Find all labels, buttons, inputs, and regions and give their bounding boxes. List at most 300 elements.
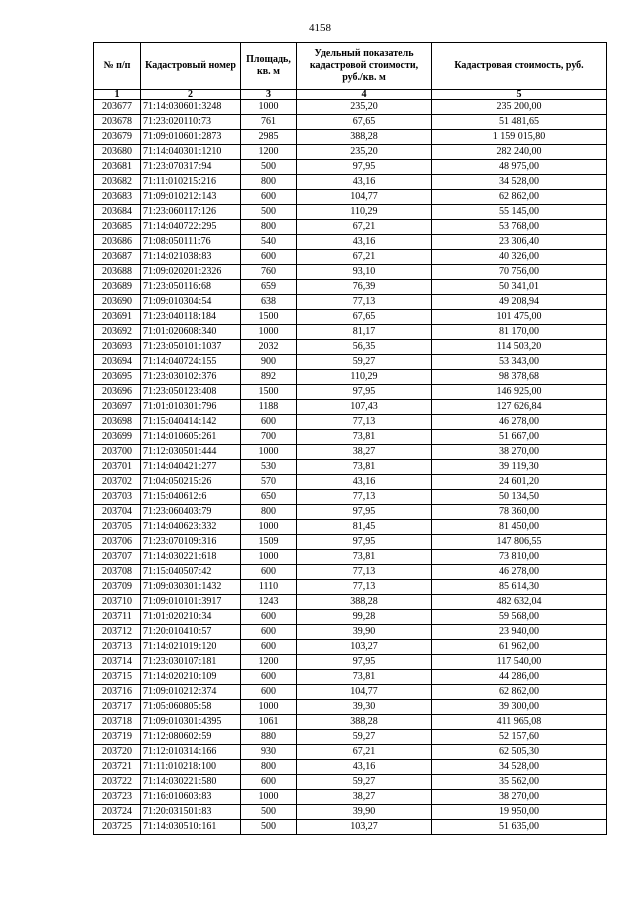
page-number: 4158 [309, 22, 331, 34]
table-row [94, 445, 607, 460]
cadastral-value-cell: 62 505,30 [432, 745, 607, 760]
unit-value-cell: 73,81 [297, 430, 432, 445]
table-row [94, 145, 607, 160]
unit-value-cell: 59,27 [297, 355, 432, 370]
cadastral-number-cell: 71:08:050111:76 [141, 235, 241, 250]
table-row [94, 715, 607, 730]
row-number-cell: 203702 [94, 475, 141, 490]
unit-value-cell: 77,13 [297, 415, 432, 430]
cadastral-value-cell: 411 965,08 [432, 715, 607, 730]
area-cell: 1243 [241, 595, 297, 610]
cadastral-number-cell: 71:09:010304:54 [141, 295, 241, 310]
row-number-cell: 203707 [94, 550, 141, 565]
cadastral-number-cell: 71:12:080602:59 [141, 730, 241, 745]
cadastral-number-cell: 71:23:070317:94 [141, 160, 241, 175]
row-number-cell: 203691 [94, 310, 141, 325]
table-row [94, 610, 607, 625]
area-cell: 600 [241, 565, 297, 580]
area-cell: 760 [241, 265, 297, 280]
unit-value-cell: 67,65 [297, 310, 432, 325]
table-row [94, 460, 607, 475]
cadastral-value-cell: 53 768,00 [432, 220, 607, 235]
unit-value-cell: 97,95 [297, 385, 432, 400]
table-row [94, 370, 607, 385]
row-number-cell: 203696 [94, 385, 141, 400]
unit-value-cell: 93,10 [297, 265, 432, 280]
unit-value-cell: 39,90 [297, 805, 432, 820]
row-number-cell: 203699 [94, 430, 141, 445]
area-cell: 800 [241, 175, 297, 190]
cadastral-value-cell: 146 925,00 [432, 385, 607, 400]
header-cell: Кадастровый номер [141, 43, 241, 90]
cadastral-number-cell: 71:09:030301:1432 [141, 580, 241, 595]
column-number-cell: 2 [141, 90, 241, 100]
table-row [94, 775, 607, 790]
cadastral-number-cell: 71:04:050215:26 [141, 475, 241, 490]
table-row [94, 400, 607, 415]
table-row [94, 640, 607, 655]
area-cell: 600 [241, 640, 297, 655]
table-row [94, 595, 607, 610]
cadastral-value-cell: 44 286,00 [432, 670, 607, 685]
area-cell: 659 [241, 280, 297, 295]
area-cell: 600 [241, 625, 297, 640]
unit-value-cell: 39,90 [297, 625, 432, 640]
area-cell: 530 [241, 460, 297, 475]
unit-value-cell: 388,28 [297, 715, 432, 730]
row-number-cell: 203700 [94, 445, 141, 460]
cadastral-number-cell: 71:01:020210:34 [141, 610, 241, 625]
cadastral-number-cell: 71:14:030601:3248 [141, 100, 241, 115]
cadastral-number-cell: 71:09:020201:2326 [141, 265, 241, 280]
table-row [94, 340, 607, 355]
unit-value-cell: 81,17 [297, 325, 432, 340]
table-row [94, 805, 607, 820]
area-cell: 638 [241, 295, 297, 310]
row-number-cell: 203708 [94, 565, 141, 580]
cadastral-number-cell: 71:14:030221:580 [141, 775, 241, 790]
cadastral-number-cell: 71:11:010218:100 [141, 760, 241, 775]
table-row [94, 355, 607, 370]
cadastral-number-cell: 71:23:050116:68 [141, 280, 241, 295]
cadastral-number-cell: 71:23:030107:181 [141, 655, 241, 670]
area-cell: 800 [241, 505, 297, 520]
cadastral-value-cell: 62 862,00 [432, 685, 607, 700]
column-number-cell: 5 [432, 90, 607, 100]
area-cell: 500 [241, 820, 297, 835]
unit-value-cell: 110,29 [297, 370, 432, 385]
area-cell: 600 [241, 685, 297, 700]
unit-value-cell: 67,21 [297, 745, 432, 760]
row-number-cell: 203689 [94, 280, 141, 295]
area-cell: 500 [241, 205, 297, 220]
unit-value-cell: 235,20 [297, 100, 432, 115]
unit-value-cell: 73,81 [297, 670, 432, 685]
cadastral-number-cell: 71:23:060117:126 [141, 205, 241, 220]
cadastral-value-cell: 52 157,60 [432, 730, 607, 745]
unit-value-cell: 110,29 [297, 205, 432, 220]
table-row [94, 325, 607, 340]
cadastral-value-cell: 35 562,00 [432, 775, 607, 790]
unit-value-cell: 97,95 [297, 160, 432, 175]
table-row [94, 520, 607, 535]
unit-value-cell: 104,77 [297, 685, 432, 700]
area-cell: 892 [241, 370, 297, 385]
row-number-cell: 203680 [94, 145, 141, 160]
cadastral-value-cell: 81 170,00 [432, 325, 607, 340]
table-row [94, 115, 607, 130]
cadastral-value-cell: 39 300,00 [432, 700, 607, 715]
cadastral-value-cell: 23 940,00 [432, 625, 607, 640]
area-cell: 1000 [241, 550, 297, 565]
table-row [94, 280, 607, 295]
row-number-cell: 203723 [94, 790, 141, 805]
area-cell: 500 [241, 160, 297, 175]
table-row [94, 385, 607, 400]
row-number-cell: 203715 [94, 670, 141, 685]
area-cell: 1500 [241, 385, 297, 400]
header-cell: Кадастровая стоимость, руб. [432, 43, 607, 90]
area-cell: 1000 [241, 700, 297, 715]
area-cell: 600 [241, 190, 297, 205]
unit-value-cell: 77,13 [297, 580, 432, 595]
cadastral-value-cell: 282 240,00 [432, 145, 607, 160]
cadastral-number-cell: 71:23:050101:1037 [141, 340, 241, 355]
cadastral-value-cell: 49 208,94 [432, 295, 607, 310]
row-number-cell: 203697 [94, 400, 141, 415]
area-cell: 600 [241, 415, 297, 430]
row-number-cell: 203714 [94, 655, 141, 670]
cadastral-value-cell: 235 200,00 [432, 100, 607, 115]
table-row [94, 760, 607, 775]
cadastral-value-cell: 46 278,00 [432, 565, 607, 580]
area-cell: 1000 [241, 445, 297, 460]
row-number-cell: 203681 [94, 160, 141, 175]
cadastral-number-cell: 71:23:020110:73 [141, 115, 241, 130]
cadastral-value-cell: 51 635,00 [432, 820, 607, 835]
table-row [94, 790, 607, 805]
cadastral-number-cell: 71:14:021038:83 [141, 250, 241, 265]
row-number-cell: 203716 [94, 685, 141, 700]
row-number-cell: 203701 [94, 460, 141, 475]
area-cell: 1200 [241, 655, 297, 670]
row-number-cell: 203709 [94, 580, 141, 595]
area-cell: 800 [241, 220, 297, 235]
cadastral-number-cell: 71:09:010601:2873 [141, 130, 241, 145]
column-number-cell: 4 [297, 90, 432, 100]
area-cell: 650 [241, 490, 297, 505]
table-row [94, 625, 607, 640]
table-row [94, 160, 607, 175]
table-row [94, 655, 607, 670]
table-row [94, 565, 607, 580]
cadastral-number-cell: 71:11:010215:216 [141, 175, 241, 190]
cadastral-number-cell: 71:09:010101:3917 [141, 595, 241, 610]
row-number-cell: 203683 [94, 190, 141, 205]
row-number-cell: 203718 [94, 715, 141, 730]
unit-value-cell: 107,43 [297, 400, 432, 415]
cadastral-value-cell: 127 626,84 [432, 400, 607, 415]
area-cell: 600 [241, 775, 297, 790]
cadastral-number-cell: 71:15:040507:42 [141, 565, 241, 580]
area-cell: 540 [241, 235, 297, 250]
unit-value-cell: 67,65 [297, 115, 432, 130]
area-cell: 700 [241, 430, 297, 445]
area-cell: 1000 [241, 100, 297, 115]
table-row [94, 100, 607, 115]
cadastral-value-table [93, 42, 607, 835]
cadastral-value-cell: 23 306,40 [432, 235, 607, 250]
table-row [94, 700, 607, 715]
unit-value-cell: 39,30 [297, 700, 432, 715]
row-number-cell: 203688 [94, 265, 141, 280]
table-row [94, 745, 607, 760]
table-row [94, 190, 607, 205]
area-cell: 1000 [241, 520, 297, 535]
unit-value-cell: 43,16 [297, 760, 432, 775]
cadastral-value-cell: 81 450,00 [432, 520, 607, 535]
table-row [94, 535, 607, 550]
unit-value-cell: 97,95 [297, 655, 432, 670]
cadastral-number-cell: 71:14:040421:277 [141, 460, 241, 475]
cadastral-number-cell: 71:14:030221:618 [141, 550, 241, 565]
cadastral-number-cell: 71:09:010301:4395 [141, 715, 241, 730]
area-cell: 800 [241, 760, 297, 775]
table-row [94, 175, 607, 190]
cadastral-number-cell: 71:05:060805:58 [141, 700, 241, 715]
row-number-cell: 203679 [94, 130, 141, 145]
column-number-cell: 3 [241, 90, 297, 100]
table-row [94, 205, 607, 220]
table-row [94, 265, 607, 280]
row-number-cell: 203717 [94, 700, 141, 715]
table-row [94, 415, 607, 430]
cadastral-value-cell: 98 378,68 [432, 370, 607, 385]
cadastral-value-cell: 51 481,65 [432, 115, 607, 130]
row-number-cell: 203725 [94, 820, 141, 835]
area-cell: 600 [241, 250, 297, 265]
cadastral-value-cell: 114 503,20 [432, 340, 607, 355]
unit-value-cell: 97,95 [297, 505, 432, 520]
cadastral-number-cell: 71:14:040301:1210 [141, 145, 241, 160]
row-number-cell: 203720 [94, 745, 141, 760]
cadastral-value-cell: 482 632,04 [432, 595, 607, 610]
cadastral-number-cell: 71:14:030510:161 [141, 820, 241, 835]
unit-value-cell: 43,16 [297, 175, 432, 190]
cadastral-number-cell: 71:23:040118:184 [141, 310, 241, 325]
area-cell: 1061 [241, 715, 297, 730]
unit-value-cell: 67,21 [297, 250, 432, 265]
area-cell: 1500 [241, 310, 297, 325]
cadastral-value-cell: 38 270,00 [432, 790, 607, 805]
cadastral-number-cell: 71:09:010212:143 [141, 190, 241, 205]
cadastral-value-cell: 48 975,00 [432, 160, 607, 175]
cadastral-number-cell: 71:01:010301:796 [141, 400, 241, 415]
unit-value-cell: 73,81 [297, 460, 432, 475]
column-number-row [94, 90, 607, 100]
unit-value-cell: 59,27 [297, 775, 432, 790]
cadastral-number-cell: 71:16:010603:83 [141, 790, 241, 805]
cadastral-number-cell: 71:23:050123:408 [141, 385, 241, 400]
unit-value-cell: 77,13 [297, 490, 432, 505]
unit-value-cell: 77,13 [297, 565, 432, 580]
cadastral-value-cell: 24 601,20 [432, 475, 607, 490]
area-cell: 1000 [241, 790, 297, 805]
cadastral-value-cell: 38 270,00 [432, 445, 607, 460]
cadastral-value-cell: 46 278,00 [432, 415, 607, 430]
cadastral-number-cell: 71:15:040612:6 [141, 490, 241, 505]
area-cell: 1200 [241, 145, 297, 160]
table-row [94, 475, 607, 490]
area-cell: 930 [241, 745, 297, 760]
table-body [94, 100, 607, 835]
unit-value-cell: 388,28 [297, 595, 432, 610]
unit-value-cell: 235,20 [297, 145, 432, 160]
table-row [94, 430, 607, 445]
row-number-cell: 203722 [94, 775, 141, 790]
area-cell: 1000 [241, 325, 297, 340]
row-number-cell: 203705 [94, 520, 141, 535]
cadastral-value-cell: 53 343,00 [432, 355, 607, 370]
area-cell: 600 [241, 610, 297, 625]
cadastral-value-cell: 101 475,00 [432, 310, 607, 325]
unit-value-cell: 38,27 [297, 790, 432, 805]
cadastral-value-cell: 34 528,00 [432, 175, 607, 190]
cadastral-number-cell: 71:23:030102:376 [141, 370, 241, 385]
cadastral-number-cell: 71:23:070109:316 [141, 535, 241, 550]
table-row [94, 580, 607, 595]
table-row [94, 490, 607, 505]
cadastral-value-cell: 40 326,00 [432, 250, 607, 265]
area-cell: 1509 [241, 535, 297, 550]
area-cell: 880 [241, 730, 297, 745]
unit-value-cell: 103,27 [297, 820, 432, 835]
table-row [94, 670, 607, 685]
cadastral-value-cell: 73 810,00 [432, 550, 607, 565]
unit-value-cell: 76,39 [297, 280, 432, 295]
table-row [94, 310, 607, 325]
row-number-cell: 203703 [94, 490, 141, 505]
cadastral-number-cell: 71:14:010605:261 [141, 430, 241, 445]
cadastral-number-cell: 71:23:060403:79 [141, 505, 241, 520]
cadastral-value-cell: 117 540,00 [432, 655, 607, 670]
cadastral-number-cell: 71:15:040414:142 [141, 415, 241, 430]
unit-value-cell: 81,45 [297, 520, 432, 535]
row-number-cell: 203721 [94, 760, 141, 775]
table-row [94, 505, 607, 520]
unit-value-cell: 38,27 [297, 445, 432, 460]
header-cell: Удельный показатель кадастровой стоимости, руб./кв. м [297, 43, 432, 90]
area-cell: 2032 [241, 340, 297, 355]
header-cell: № п/п [94, 43, 141, 90]
unit-value-cell: 388,28 [297, 130, 432, 145]
cadastral-value-cell: 85 614,30 [432, 580, 607, 595]
table-row [94, 130, 607, 145]
table-row [94, 820, 607, 835]
row-number-cell: 203695 [94, 370, 141, 385]
cadastral-number-cell: 71:14:020210:109 [141, 670, 241, 685]
unit-value-cell: 43,16 [297, 235, 432, 250]
cadastral-value-cell: 147 806,55 [432, 535, 607, 550]
row-number-cell: 203712 [94, 625, 141, 640]
cadastral-value-cell: 70 756,00 [432, 265, 607, 280]
cadastral-number-cell: 71:01:020608:340 [141, 325, 241, 340]
area-cell: 500 [241, 805, 297, 820]
table-row [94, 220, 607, 235]
unit-value-cell: 97,95 [297, 535, 432, 550]
cadastral-value-cell: 39 119,30 [432, 460, 607, 475]
column-number-cell: 1 [94, 90, 141, 100]
unit-value-cell: 59,27 [297, 730, 432, 745]
row-number-cell: 203694 [94, 355, 141, 370]
cadastral-value-cell: 59 568,00 [432, 610, 607, 625]
table-row [94, 235, 607, 250]
unit-value-cell: 99,28 [297, 610, 432, 625]
cadastral-value-cell: 1 159 015,80 [432, 130, 607, 145]
cadastral-number-cell: 71:12:030501:444 [141, 445, 241, 460]
unit-value-cell: 43,16 [297, 475, 432, 490]
area-cell: 570 [241, 475, 297, 490]
cadastral-number-cell: 71:14:040623:332 [141, 520, 241, 535]
cadastral-number-cell: 71:12:010314:166 [141, 745, 241, 760]
row-number-cell: 203704 [94, 505, 141, 520]
cadastral-value-cell: 51 667,00 [432, 430, 607, 445]
area-cell: 2985 [241, 130, 297, 145]
row-number-cell: 203698 [94, 415, 141, 430]
cadastral-value-cell: 19 950,00 [432, 805, 607, 820]
row-number-cell: 203682 [94, 175, 141, 190]
header-row [94, 43, 607, 90]
unit-value-cell: 73,81 [297, 550, 432, 565]
cadastral-number-cell: 71:14:040724:155 [141, 355, 241, 370]
cadastral-value-cell: 55 145,00 [432, 205, 607, 220]
cadastral-number-cell: 71:20:010410:57 [141, 625, 241, 640]
area-cell: 1188 [241, 400, 297, 415]
cadastral-number-cell: 71:20:031501:83 [141, 805, 241, 820]
row-number-cell: 203706 [94, 535, 141, 550]
row-number-cell: 203711 [94, 610, 141, 625]
cadastral-number-cell: 71:14:021019:120 [141, 640, 241, 655]
area-cell: 761 [241, 115, 297, 130]
area-cell: 900 [241, 355, 297, 370]
row-number-cell: 203684 [94, 205, 141, 220]
row-number-cell: 203692 [94, 325, 141, 340]
unit-value-cell: 67,21 [297, 220, 432, 235]
row-number-cell: 203690 [94, 295, 141, 310]
row-number-cell: 203677 [94, 100, 141, 115]
row-number-cell: 203685 [94, 220, 141, 235]
unit-value-cell: 104,77 [297, 190, 432, 205]
table-row [94, 250, 607, 265]
row-number-cell: 203687 [94, 250, 141, 265]
cadastral-value-cell: 62 862,00 [432, 190, 607, 205]
row-number-cell: 203678 [94, 115, 141, 130]
row-number-cell: 203693 [94, 340, 141, 355]
table-row [94, 550, 607, 565]
header-cell: Площадь, кв. м [241, 43, 297, 90]
cadastral-number-cell: 71:14:040722:295 [141, 220, 241, 235]
area-cell: 1110 [241, 580, 297, 595]
cadastral-value-cell: 34 528,00 [432, 760, 607, 775]
area-cell: 600 [241, 670, 297, 685]
row-number-cell: 203713 [94, 640, 141, 655]
cadastral-value-cell: 61 962,00 [432, 640, 607, 655]
cadastral-value-cell: 50 341,01 [432, 280, 607, 295]
row-number-cell: 203710 [94, 595, 141, 610]
unit-value-cell: 56,35 [297, 340, 432, 355]
table-row [94, 730, 607, 745]
cadastral-value-cell: 50 134,50 [432, 490, 607, 505]
